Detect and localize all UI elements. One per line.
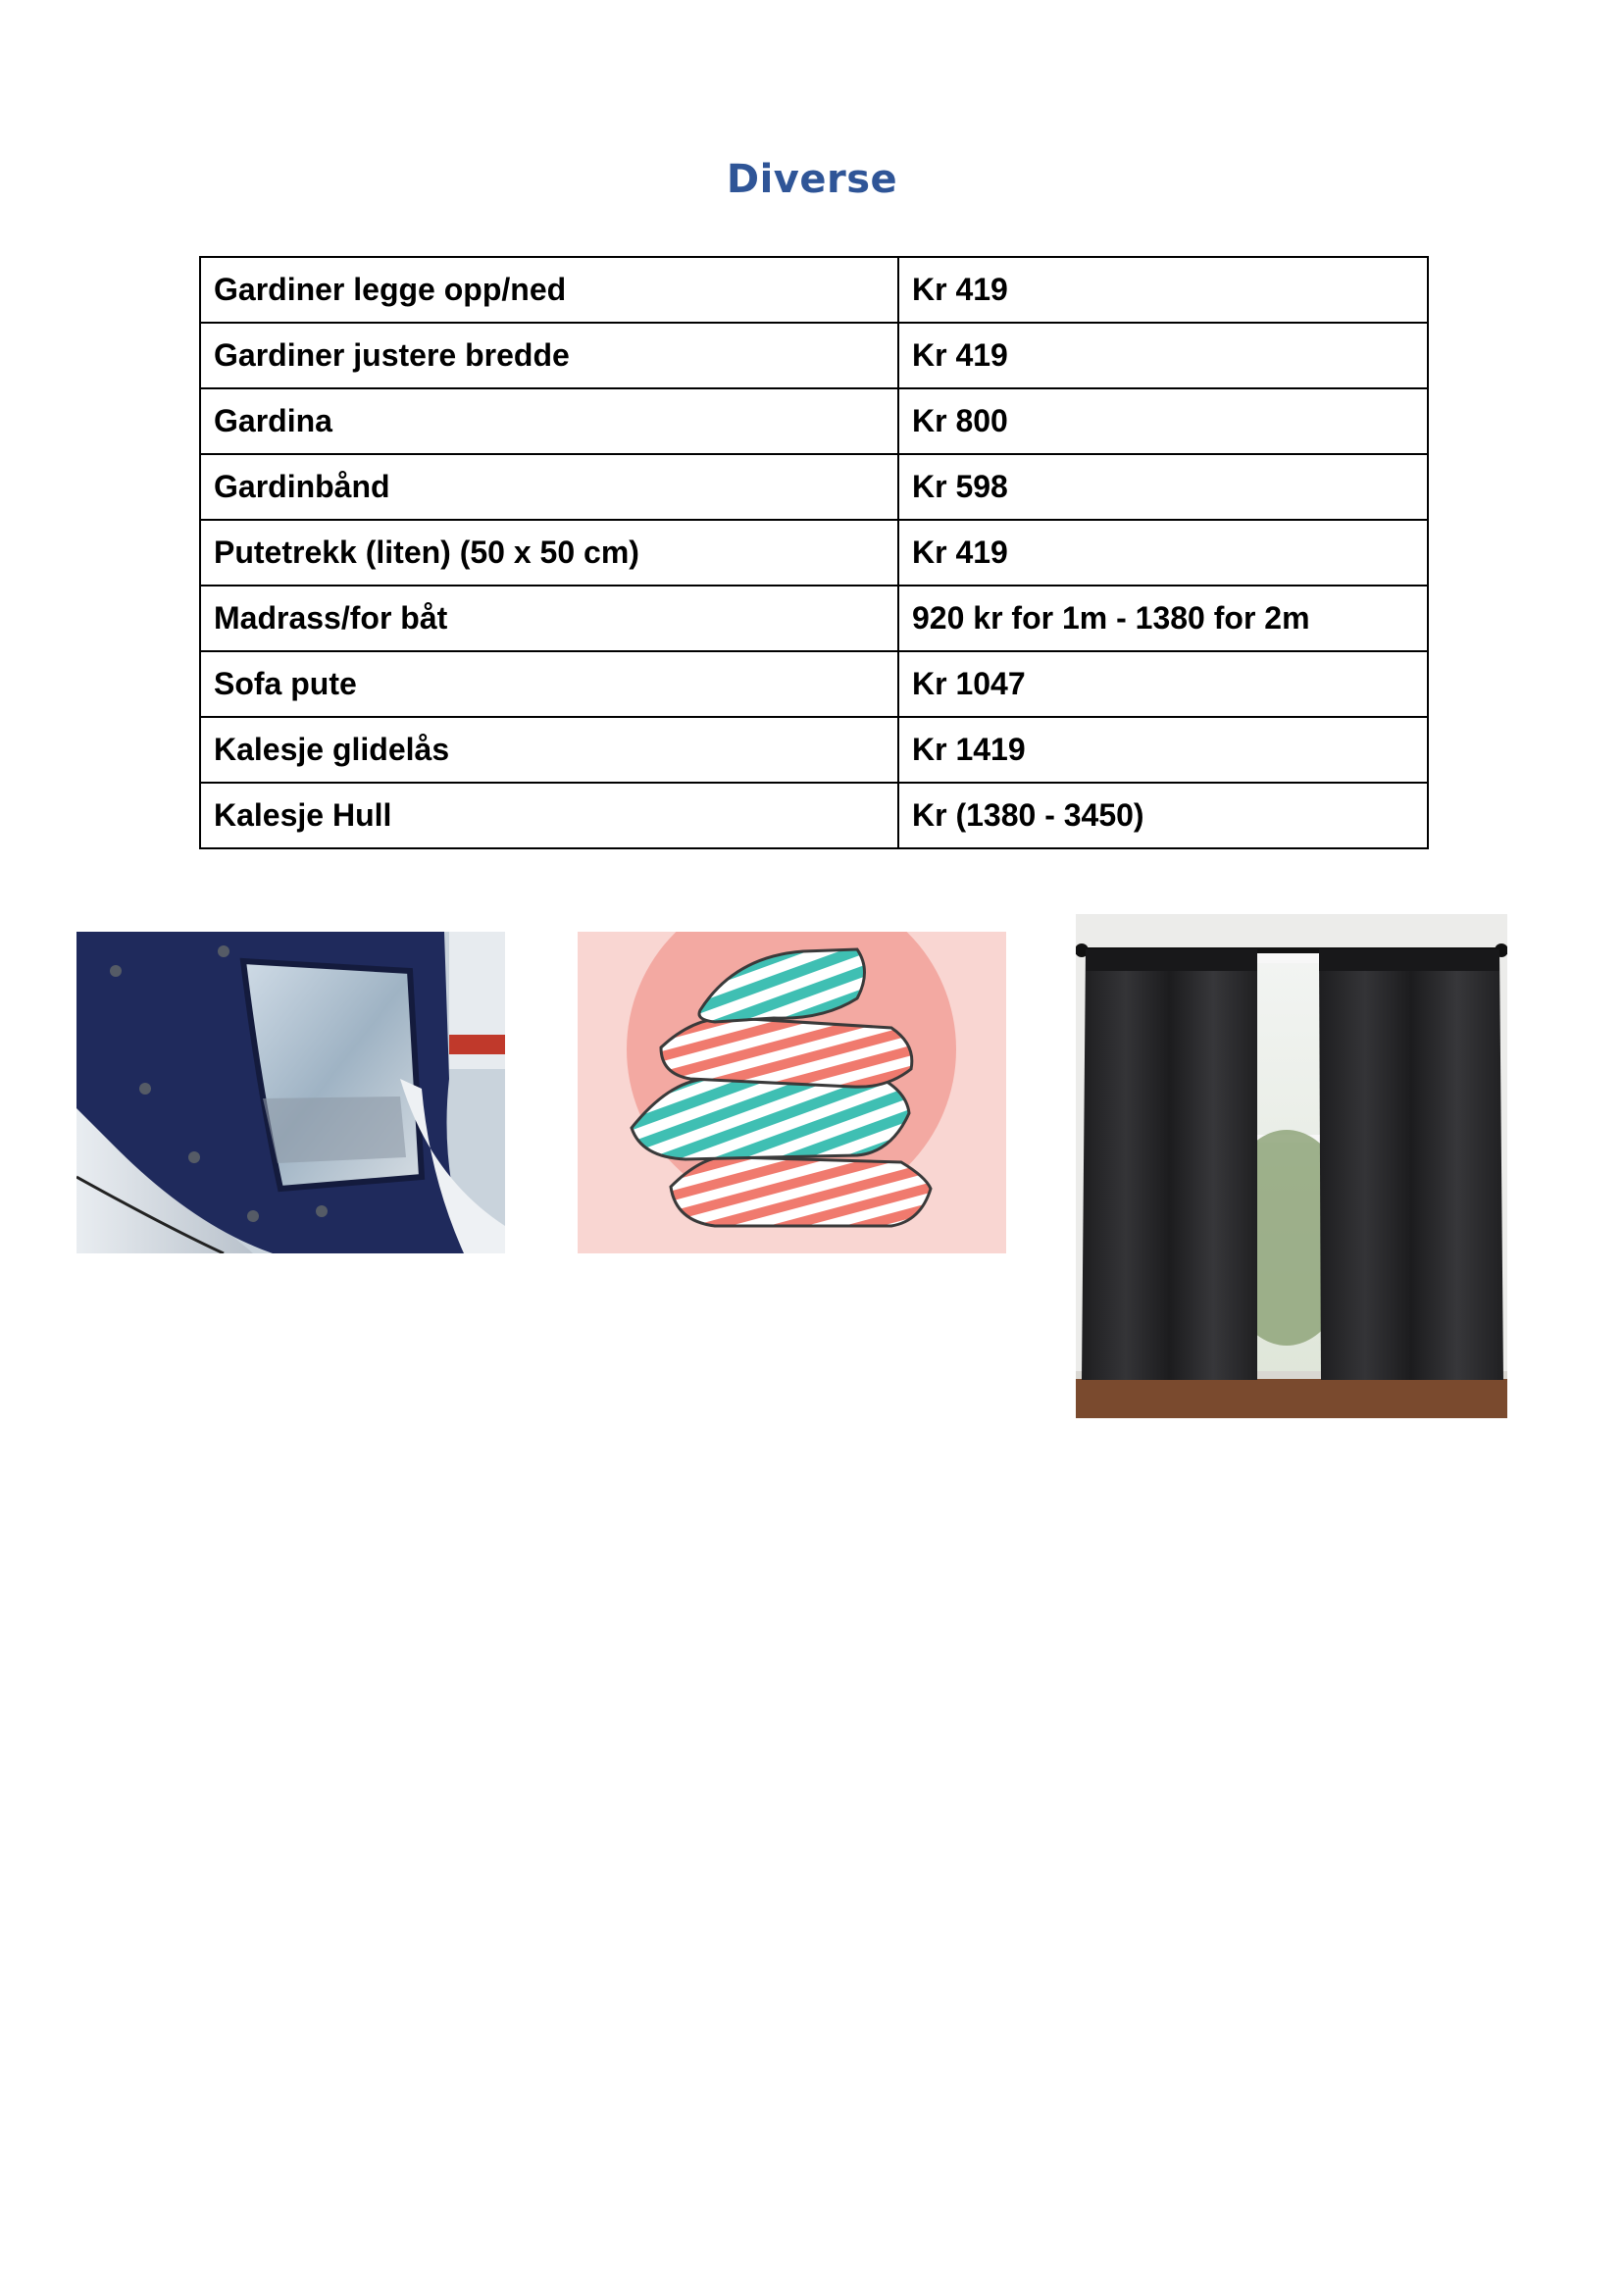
table-row — [200, 783, 1428, 848]
price-cell: Kr 598 — [898, 454, 1428, 520]
table-row — [200, 388, 1428, 454]
price-table — [199, 256, 1429, 849]
table-row — [200, 586, 1428, 651]
price-cell: Kr 419 — [898, 323, 1428, 388]
item-cell: Gardiner legge opp/ned — [200, 257, 898, 323]
boat-canopy-photo — [76, 932, 505, 1253]
table-row — [200, 323, 1428, 388]
table-row — [200, 520, 1428, 586]
price-cell: Kr 800 — [898, 388, 1428, 454]
price-cell: 920 kr for 1m - 1380 for 2m — [898, 586, 1428, 651]
item-cell: Madrass/for båt — [200, 586, 898, 651]
item-cell: Kalesje glidelås — [200, 717, 898, 783]
striped-pillows-photo — [578, 932, 1006, 1253]
item-cell: Gardinbånd — [200, 454, 898, 520]
table-row — [200, 257, 1428, 323]
table-row — [200, 717, 1428, 783]
black-curtains-photo — [1076, 914, 1507, 1418]
item-cell: Kalesje Hull — [200, 783, 898, 848]
table-row — [200, 454, 1428, 520]
item-cell: Sofa pute — [200, 651, 898, 717]
price-cell: Kr (1380 - 3450) — [898, 783, 1428, 848]
price-cell: Kr 1419 — [898, 717, 1428, 783]
price-cell: Kr 419 — [898, 520, 1428, 586]
table-row — [200, 651, 1428, 717]
item-cell: Putetrekk (liten) (50 x 50 cm) — [200, 520, 898, 586]
price-cell: Kr 419 — [898, 257, 1428, 323]
price-cell: Kr 1047 — [898, 651, 1428, 717]
page-title: Diverse — [726, 157, 898, 202]
item-cell: Gardiner justere bredde — [200, 323, 898, 388]
item-cell: Gardina — [200, 388, 898, 454]
